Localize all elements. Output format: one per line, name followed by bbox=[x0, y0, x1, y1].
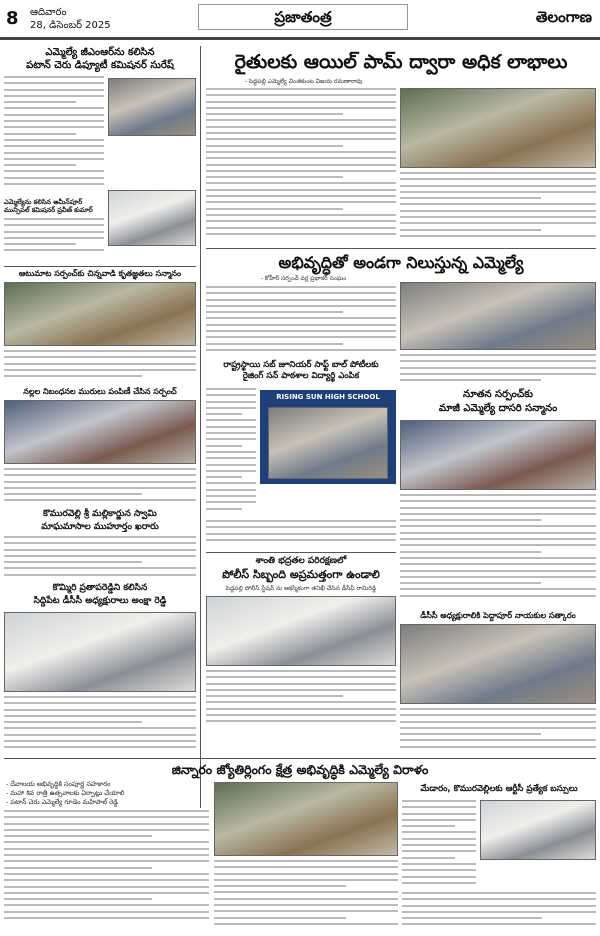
separator bbox=[4, 266, 196, 267]
separator bbox=[4, 758, 596, 759]
story3-headline: రాష్ట్రస్థాయి సబ్ జూనియర్ సాఫ్ట్ బాల్ పోటీలకు రైజింగ్ సన్ పాఠశాల విద్యార్థి ఎంపిక bbox=[223, 360, 379, 381]
story4-headline: నూతన సర్పంచ్‌కు మాజీ ఎమ్మెల్యే దాసరి సన్మానం bbox=[438, 389, 558, 414]
issue-day: ఆదివారం bbox=[30, 7, 67, 18]
story5-photo bbox=[4, 612, 196, 692]
story7-bullets bbox=[6, 780, 206, 807]
page-number: 8 bbox=[6, 8, 19, 29]
bullet-item: - మహా శివ రాత్రి ఉత్సవాలకు ఏర్పాట్లు చేయాలి bbox=[6, 789, 125, 797]
state-label: తెలంగాణ bbox=[535, 8, 592, 26]
left-story4-text bbox=[4, 536, 196, 580]
left-story2-headline: ఆటుమాట సర్పంచ్‌కు చిన్నవాడి కృతజ్ఞతలు సన్మానం bbox=[18, 269, 182, 278]
masthead: ప్రజాతంత్ర bbox=[198, 4, 408, 30]
lead-byline: - పెద్దపల్లి ఎమ్మెల్యే చింతకుంట విజయ రమణారావు bbox=[244, 78, 363, 85]
left-story2-text bbox=[4, 350, 196, 384]
left-story1-headline: ఎమ్మెల్యే జీఎంఆర్‌ను కలిసిన పటాన్ చెరు డిప్యూటీ కమిషనర్ సురేష్ bbox=[26, 47, 174, 71]
story5-headline: శాంతి భద్రతల పరిరక్షణలో పోలీస్ సిబ్బంది అప్రమత్తంగా ఉండాలి bbox=[222, 556, 380, 581]
left-story5-text bbox=[4, 696, 196, 752]
story1-photo bbox=[108, 78, 196, 136]
story5-text bbox=[206, 670, 396, 726]
story8-text-2 bbox=[402, 892, 596, 930]
story8-headline: మేడారం, కొమురవెల్లిలకు ఆర్టీసీ ప్రత్యేక బస్సులు bbox=[420, 784, 578, 794]
story2-photo bbox=[4, 282, 196, 346]
story7-headline: జిన్నారం జ్యోతిర్లింగం క్షేత్ర అభివృద్ధికి ఎమ్మెల్యే విరాళం bbox=[171, 762, 429, 777]
story7-text-2 bbox=[214, 860, 398, 930]
separator bbox=[206, 248, 596, 249]
separator bbox=[206, 552, 396, 553]
story3-text-2 bbox=[206, 520, 396, 550]
story7-text bbox=[4, 810, 209, 930]
left-story4-headline: కొమురవెల్లి శ్రీ మల్లికార్జున స్వామి మాఘమాసాల ముహూర్తం ఖరారు bbox=[41, 509, 159, 532]
left-story5-headline: కొమ్మిరి ప్రతాపరెడ్డిని కలిసిన సిద్దిపేట డీసీసీ అధ్యక్షురాలు అంక్షా రెడ్డి bbox=[33, 583, 167, 606]
story6-photo bbox=[400, 624, 596, 704]
poster-title: RISING SUN HIGH SCHOOL bbox=[276, 393, 380, 401]
poster-photo bbox=[268, 407, 388, 479]
lead-text bbox=[206, 88, 396, 244]
left-story1b-text bbox=[4, 218, 104, 258]
lead-headline: రైతులకు ఆయిల్ పామ్ ద్వారా అధిక లాభాలు bbox=[234, 51, 568, 73]
lead-text-2 bbox=[400, 172, 596, 244]
buses-photo bbox=[480, 800, 596, 860]
story2-headline: అభివృద్ధితో అండగా నిలుస్తున్న ఎమ్మెల్యే bbox=[278, 253, 524, 272]
left-story1-subhead: ఎమ్మెల్యేను కలిసిన అమీన్‌పూర్ మున్సిపల్ కమిషనర్ ప్రవీణ్ కుమార్ bbox=[4, 198, 93, 214]
lead-photo bbox=[400, 88, 596, 168]
story1b-photo bbox=[108, 190, 196, 246]
issue-date-text: 28, డిసెంబర్ 2025 bbox=[30, 20, 111, 31]
story4-photo bbox=[400, 420, 596, 490]
left-story3-text bbox=[4, 468, 196, 504]
story8-text bbox=[402, 800, 476, 890]
story3-text bbox=[206, 388, 256, 518]
story2-photo-main bbox=[400, 282, 596, 350]
story5-byline: పెద్దపల్లి పోలీస్ స్టేషన్ ను ఆకస్మికంగా తనిఖీ చేసిన డీసీపీ రామిరెడ్డి bbox=[225, 585, 377, 592]
bullet-item: - దేవాలయ అభివృద్ధికి సంపూర్ణ సహకారం bbox=[6, 780, 111, 788]
column-divider bbox=[200, 46, 201, 808]
story6-text bbox=[400, 708, 596, 754]
story4-text bbox=[400, 494, 596, 606]
story2-byline: - కోహీర్ సర్పంచ్ వర్ల ప్రభాకర్ సంఘం bbox=[260, 275, 347, 282]
left-story1-text bbox=[4, 76, 104, 196]
story7-photo bbox=[214, 782, 398, 856]
story2-text-2 bbox=[400, 354, 596, 384]
left-story3-headline: నల్లల నిబంధనల మురులు పంపిణీ చేసిన సర్పంచ్ bbox=[23, 387, 177, 396]
school-poster bbox=[260, 390, 396, 484]
issue-date bbox=[30, 6, 111, 32]
story5-photo bbox=[206, 596, 396, 666]
story3-photo bbox=[4, 400, 196, 464]
story6-headline: డీసీసీ అధ్యక్షురాలికి పెద్దాపూర్ నాయకుల సత్కారం bbox=[420, 611, 576, 620]
story2-text bbox=[206, 286, 396, 356]
bullet-item: - పటాన్ చెరు ఎమ్మెల్యే గూడెం మహిపాల్ రెడ్డి bbox=[6, 798, 118, 806]
